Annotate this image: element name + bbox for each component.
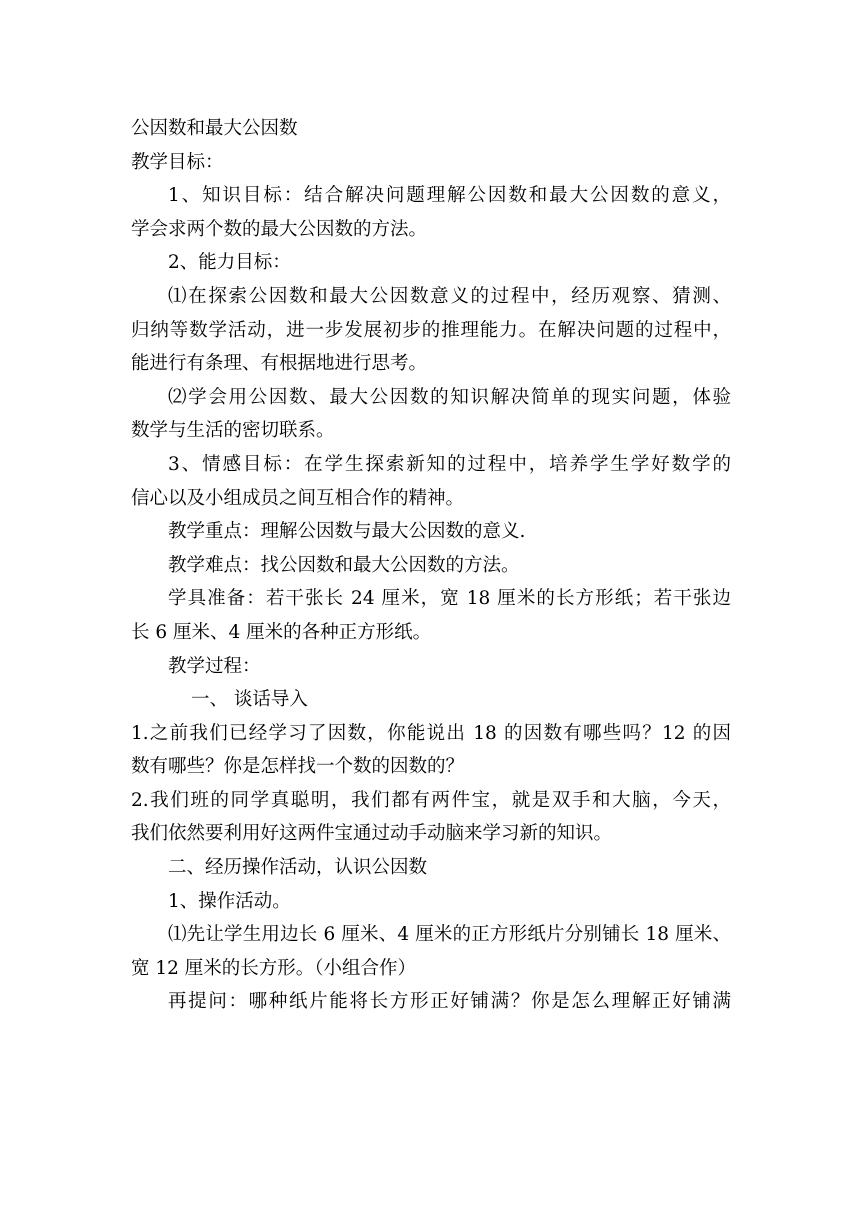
text-line	[131, 246, 731, 280]
line-text: 1、操作活动。	[168, 890, 291, 912]
line-text: ⑵学会用公因数、最大公因数的知识解决简单的现实问题，体验	[168, 386, 731, 408]
line-text: 2.我们班的同学真聪明，我们都有两件宝，就是双手和大脑，今天，	[131, 789, 731, 811]
text-line	[131, 985, 731, 1019]
line-text: 1、知识目标：结合解决问题理解公因数和最大公因数的意义，	[168, 185, 731, 207]
text-line	[131, 515, 731, 549]
text-line	[131, 414, 731, 448]
line-text: 教学重点：理解公因数与最大公因数的意义.	[168, 521, 526, 543]
text-line	[131, 851, 731, 885]
line-text: 我们依然要利用好这两件宝通过动手动脑来学习新的知识。	[131, 823, 613, 845]
line-text: 数有哪些？你是怎样找一个数的因数的？	[131, 756, 465, 778]
text-line	[131, 784, 731, 818]
line-text: 再提问：哪种纸片能将长方形正好铺满？你是怎么理解正好铺满	[168, 991, 731, 1013]
text-line	[131, 582, 731, 616]
line-text: 3、情感目标：在学生探索新知的过程中，培养学生学好数学的	[168, 453, 731, 475]
line-text: 教学目标：	[131, 151, 224, 173]
text-line	[131, 448, 731, 482]
line-text: 学会求两个数的最大公因数的方法。	[131, 218, 428, 240]
text-line	[131, 952, 731, 986]
text-line	[131, 650, 731, 684]
line-text: 能进行有条理、有根据地进行思考。	[131, 353, 428, 375]
line-text: 1.之前我们已经学习了因数，你能说出 18 的因数有哪些吗？12 的因	[131, 722, 731, 744]
line-text: ⑴在探索公因数和最大公因数意义的过程中，经历观察、猜测、	[168, 285, 731, 307]
line-text: 2、能力目标：	[168, 252, 291, 274]
document-body	[131, 112, 731, 1019]
title-text: 公因数和最大公因数	[131, 118, 298, 139]
line-text: 教学过程：	[168, 655, 261, 677]
text-line	[131, 817, 731, 851]
line-text: 归纳等数学活动，进一步发展初步的推理能力。在解决问题的过程中，	[131, 319, 731, 341]
text-line	[131, 213, 731, 247]
line-text: 宽 12 厘米的长方形。（小组合作）	[131, 957, 417, 979]
line-text: ⑴先让学生用边长 6 厘米、4 厘米的正方形纸片分别铺长 18 厘米、	[168, 924, 731, 946]
line-text: 信心以及小组成员之间互相合作的精神。	[131, 487, 465, 509]
text-line	[131, 616, 731, 650]
line-text: 学具准备：若干张长 24 厘米，宽 18 厘米的长方形纸；若干张边	[168, 588, 731, 610]
text-line	[131, 918, 731, 952]
text-line	[131, 314, 731, 348]
line-text: 一、 谈话导入	[191, 689, 308, 711]
line-text: 数学与生活的密切联系。	[131, 420, 335, 442]
text-line	[131, 280, 731, 314]
text-line	[131, 179, 731, 213]
text-line	[131, 482, 731, 516]
line-text: 长 6 厘米、4 厘米的各种正方形纸。	[131, 621, 432, 643]
text-line	[131, 885, 731, 919]
text-line	[131, 146, 731, 180]
line-text: 二、经历操作活动，认识公因数	[168, 857, 428, 879]
text-line	[131, 683, 731, 717]
line-text: 教学难点：找公因数和最大公因数的方法。	[168, 554, 520, 576]
text-line	[131, 750, 731, 784]
text-line	[131, 347, 731, 381]
text-line	[131, 381, 731, 415]
document-title	[131, 112, 731, 146]
text-line	[131, 549, 731, 583]
text-line	[131, 717, 731, 751]
